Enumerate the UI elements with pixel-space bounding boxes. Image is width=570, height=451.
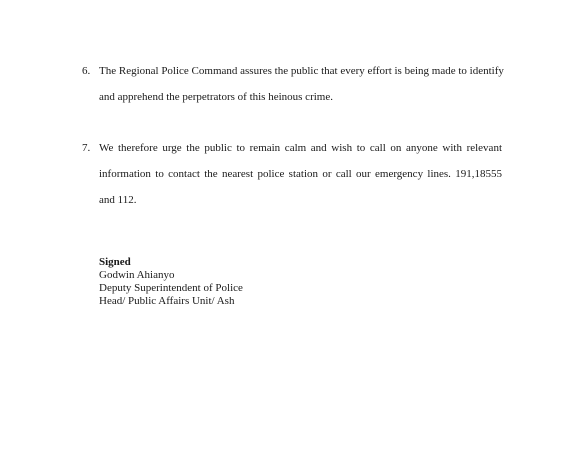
paragraph-number: 6. — [82, 65, 91, 77]
signed-label: Signed — [99, 256, 131, 268]
paragraph-number: 7. — [82, 142, 91, 154]
signature-block — [99, 256, 243, 308]
paragraph-line: and 112. — [99, 194, 137, 206]
signatory-unit: Head/ Public Affairs Unit/ Ash — [99, 295, 235, 307]
paragraph-line: The Regional Police Command assures the public that every effort is being made to identify — [99, 65, 504, 77]
paragraph-line: and apprehend the perpetrators of this heinous crime. — [99, 91, 333, 103]
paragraph-line: We therefore urge the public to remain calm and wish to call on anyone with relevant — [99, 142, 502, 154]
signatory-rank: Deputy Superintendent of Police — [99, 282, 243, 294]
signatory-name: Godwin Ahianyo — [99, 269, 175, 281]
paragraph-line: information to contact the nearest police station or call our emergency lines. 191,18555 — [99, 168, 502, 180]
